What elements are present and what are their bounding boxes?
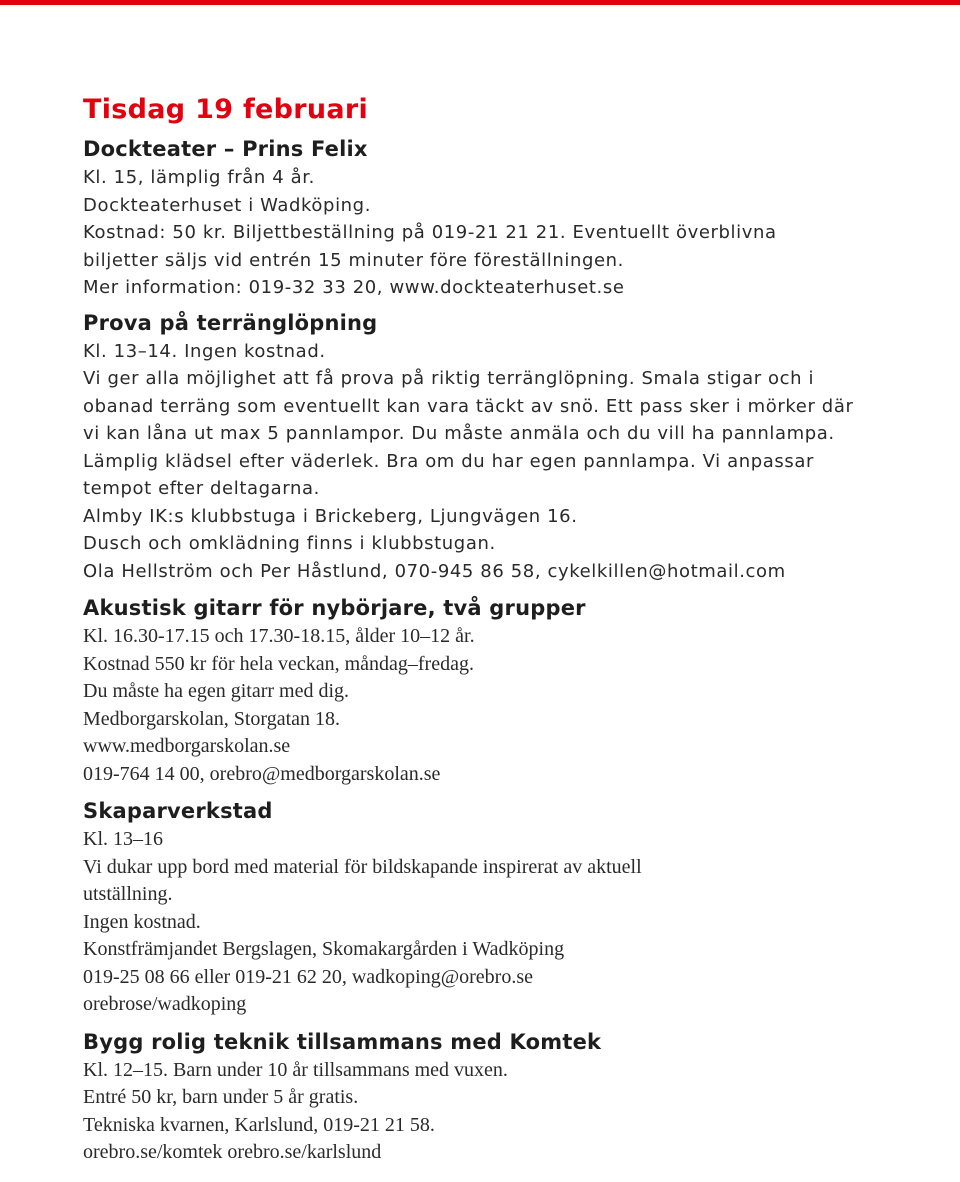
event-komtek xyxy=(83,1027,943,1167)
event-line: Kl. 13–14. Ingen kostnad. xyxy=(83,340,326,362)
event-title: Akustisk gitarr för nybörjare, två grupper xyxy=(83,596,586,620)
event-details xyxy=(83,826,943,1019)
event-line: orebrose/wadkoping xyxy=(83,993,247,1015)
event-line: Entré 50 kr, barn under 5 år gratis. xyxy=(83,1086,359,1108)
event-line: Kostnad 550 kr för hela veckan, måndag–fredag. xyxy=(83,652,474,675)
day-heading: Tisdag 19 februari xyxy=(83,94,369,125)
event-line: Vi ger alla möjlighet att få prova på riktig terränglöpning. Smala stigar och i xyxy=(83,368,815,389)
event-line: Kostnad: 50 kr. Biljettbeställning på 019-21 21 21. Eventuellt överblivna xyxy=(83,222,777,243)
event-line: www.medborgarskolan.se xyxy=(83,735,291,757)
event-line: Konstfrämjandet Bergslagen, Skomakargården i Wadköping xyxy=(83,938,565,960)
event-line: 019-764 14 00, orebro@medborgarskolan.se xyxy=(83,762,441,785)
event-terranglopning xyxy=(83,308,943,586)
event-line: biljetter säljs vid entrén 15 minuter före föreställningen. xyxy=(83,249,624,271)
program-page xyxy=(83,90,943,1167)
event-details xyxy=(83,1057,943,1167)
event-details xyxy=(83,623,943,788)
event-line: Vi dukar upp bord med material för bildskapande inspirerat av aktuell xyxy=(83,855,642,878)
event-line: Mer information: 019-32 33 20, www.dockteaterhuset.se xyxy=(83,277,625,298)
event-line: tempot efter deltagarna. xyxy=(83,478,320,499)
event-line: Medborgarskolan, Storgatan 18. xyxy=(83,707,341,730)
event-line: Du måste ha egen gitarr med dig. xyxy=(83,680,350,702)
event-title: Prova på terränglöpning xyxy=(83,310,378,335)
event-line: Dockteaterhuset i Wadköping. xyxy=(83,194,372,216)
event-line: Dusch och omklädning finns i klubbstugan. xyxy=(83,533,496,554)
event-line: Tekniska kvarnen, Karlslund, 019-21 21 58. xyxy=(83,1113,435,1136)
event-line: Lämplig klädsel efter väderlek. Bra om du har egen pannlampa. Vi anpassar xyxy=(83,450,814,472)
event-line: vi kan låna ut max 5 pannlampor. Du måste anmäla och du vill ha pannlampa. xyxy=(83,423,835,444)
event-line: Kl. 16.30-17.15 och 17.30-18.15, ålder 10–12 år. xyxy=(83,625,475,647)
event-dockteater xyxy=(83,134,943,302)
event-line: Kl. 12–15. Barn under 10 år tillsammans med vuxen. xyxy=(83,1058,508,1081)
event-title: Dockteater – Prins Felix xyxy=(83,137,368,161)
top-accent-bar xyxy=(0,0,960,5)
event-line: Kl. 15, lämplig från 4 år. xyxy=(83,167,315,188)
event-line: Kl. 13–16 xyxy=(83,828,163,850)
event-line: Ola Hellström och Per Håstlund, 070-945 86 58, cykelkillen@hotmail.com xyxy=(83,560,786,582)
event-akustisk-gitarr xyxy=(83,593,943,788)
event-details xyxy=(83,338,943,586)
event-line: obanad terräng som eventuellt kan vara täckt av snö. Ett pass sker i mörker där xyxy=(83,395,854,417)
event-line: Almby IK:s klubbstuga i Brickeberg, Ljungvägen 16. xyxy=(83,505,578,527)
event-details xyxy=(83,164,943,302)
event-line: Ingen kostnad. xyxy=(83,910,201,933)
event-line: 019-25 08 66 eller 019-21 62 20, wadkoping@orebro.se xyxy=(83,965,533,988)
event-title: Bygg rolig teknik tillsammans med Komtek xyxy=(83,1029,602,1054)
event-line: utställning. xyxy=(83,883,173,905)
event-title: Skaparverkstad xyxy=(83,799,273,823)
event-skaparverkstad xyxy=(83,796,943,1019)
event-line: orebro.se/komtek orebro.se/karlslund xyxy=(83,1141,382,1163)
